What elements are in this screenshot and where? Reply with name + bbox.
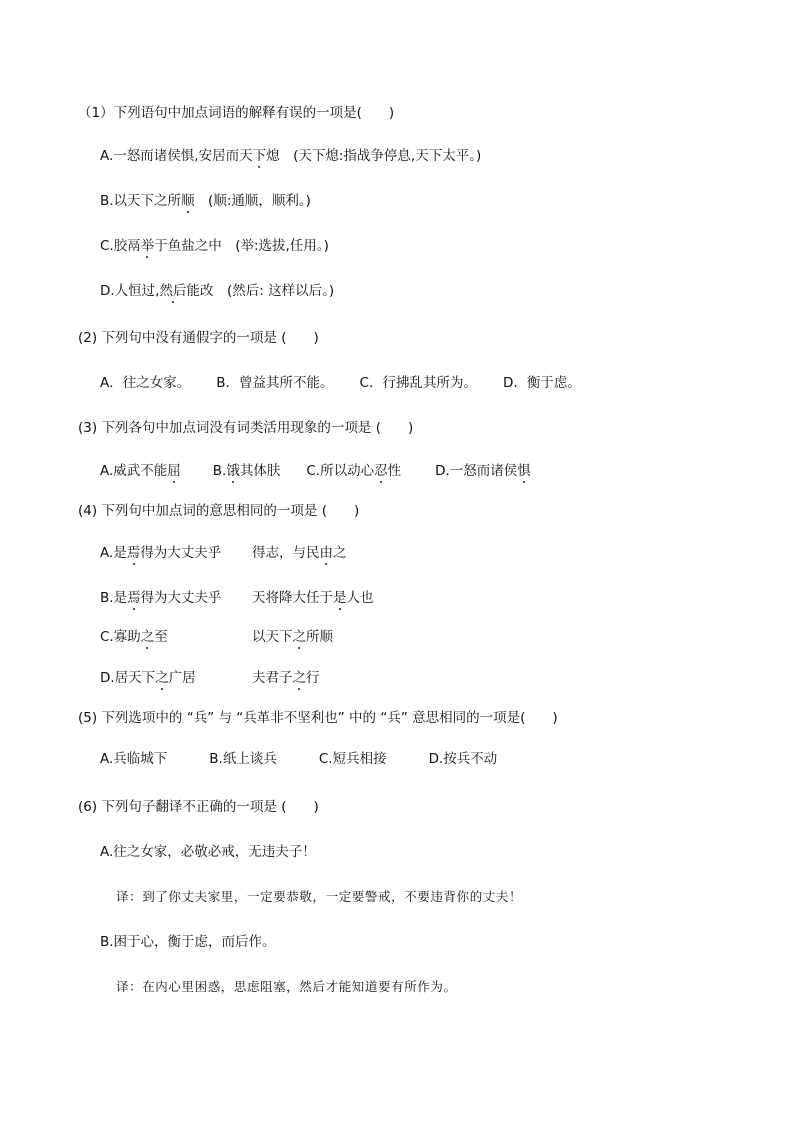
q4-d-left-dotted-word: 之 xyxy=(155,670,169,686)
q3-a-dotted-word: 屈 xyxy=(167,463,181,479)
q4-b-left-dotted-word: 焉 xyxy=(127,590,141,606)
q4-option-d: D.居天下之广居 夫君子之行 xyxy=(100,670,320,686)
q1-c-note: 于鱼盐之中 (举:选拔,任用。) xyxy=(154,238,329,254)
q4-c-left-dotted-word: 之 xyxy=(140,629,155,645)
q4-option-b: B.是焉得为大丈夫乎 天将降大任于是人也 xyxy=(100,590,374,606)
q1-d-note: 能改 (然后: 这样以后。) xyxy=(186,283,335,299)
q1-a-dotted-word: 天下熄 xyxy=(239,148,280,164)
q6-option-b: B.困于心，衡于虑，而后作。 xyxy=(100,934,276,950)
q6-option-b-translation: 译：在内心里困惑，思虑阻塞，然后才能知道要有所作为。 xyxy=(116,979,457,994)
q3-options xyxy=(100,462,531,480)
q4-a-left-dotted-word: 焉 xyxy=(126,545,141,561)
q1-d-dotted-word: 然后 xyxy=(159,283,187,299)
q4-a-right-dotted-word: 由 xyxy=(319,545,333,561)
question-6-stem: (6) 下列句子翻译不正确的一项是 ( ) xyxy=(78,799,319,815)
q4-d-right: 夫君子之行 xyxy=(252,670,320,686)
q4-b-right-dotted-word: 是 xyxy=(333,590,347,606)
q2-option-c: C．行拂乱其所为。 xyxy=(359,375,477,391)
q2-option-a: A．往之女家。 xyxy=(100,375,191,391)
question-3-stem: (3) 下列各句中加点词没有词类活用现象的一项是 ( ) xyxy=(78,420,414,436)
q3-c-dotted-word: 忍 xyxy=(374,463,388,479)
q5-option-a: A.兵临城下 xyxy=(100,751,168,767)
q4-c-right: 以天下之所顺 xyxy=(252,629,333,645)
q5-option-c: C.短兵相接 xyxy=(318,751,387,767)
q1-a-note: (天下熄:指战争停息,天下太平。) xyxy=(279,148,482,164)
q4-b-right: 天将降大任于是人也 xyxy=(252,590,374,606)
q2-options xyxy=(100,374,581,392)
q2-option-b: B．曾益其所不能。 xyxy=(216,375,334,391)
q1-c-text: C.胶鬲 xyxy=(100,238,141,254)
q1-b-text: B.以天下之所 xyxy=(100,193,182,209)
q1-option-d xyxy=(100,282,334,300)
q5-option-b: B.纸上谈兵 xyxy=(209,751,277,767)
q4-c-right-dotted-word: 之 xyxy=(292,629,306,645)
question-2-stem: (2) 下列句中没有通假字的一项是 ( ) xyxy=(78,330,319,346)
q3-option-b: B.饿其体肤 xyxy=(212,463,281,479)
q4-option-c: C.寡助之至 以天下之所顺 xyxy=(100,629,333,645)
q6-option-a-translation: 译：到了你丈夫家里，一定要恭敬，一定要警戒，不要违背你的丈夫！ xyxy=(116,889,523,904)
q3-option-a: A.威武不能屈 xyxy=(100,463,181,479)
q4-d-right-dotted-word: 之 xyxy=(292,670,306,686)
question-4-stem: (4) 下列句中加点词的意思相同的一项是 ( ) xyxy=(78,503,360,519)
q1-d-text: D.人恒过, xyxy=(100,283,160,299)
q1-option-c xyxy=(100,237,329,255)
q4-option-a: A.是焉得为大丈夫乎 得志，与民由之 xyxy=(100,545,347,561)
q3-option-d: D.一怒而诸侯惧 xyxy=(435,463,531,479)
q4-a-right: 得志，与民由之 xyxy=(252,545,347,561)
q3-d-dotted-word: 惧 xyxy=(517,463,531,479)
q1-b-dotted-word: 顺 xyxy=(181,193,195,209)
question-5-stem: (5) 下列选项中的 “兵” 与 “兵革非不坚利也” 中的 “兵” 意思相同的一项是( ) xyxy=(78,710,558,726)
q1-a-text: A.一怒而诸侯惧,安居而 xyxy=(100,148,240,164)
q1-c-dotted-word: 举 xyxy=(140,238,155,254)
q3-b-dotted-word: 饿 xyxy=(226,463,240,479)
q3-option-c: C.所以动心忍性 xyxy=(306,463,402,479)
q5-options xyxy=(100,750,497,768)
q5-option-d: D.按兵不动 xyxy=(428,751,498,767)
q1-option-b xyxy=(100,192,311,210)
q6-option-a: A.往之女家，必敬必戒，无违夫子！ xyxy=(100,844,316,860)
q2-option-d: D．衡于虑。 xyxy=(502,375,581,391)
q1-b-note: (顺:通顺，顺利。) xyxy=(194,193,311,209)
q1-option-a xyxy=(100,147,481,165)
question-1-stem: （1）下列语句中加点词语的解释有误的一项是( ) xyxy=(78,105,395,121)
